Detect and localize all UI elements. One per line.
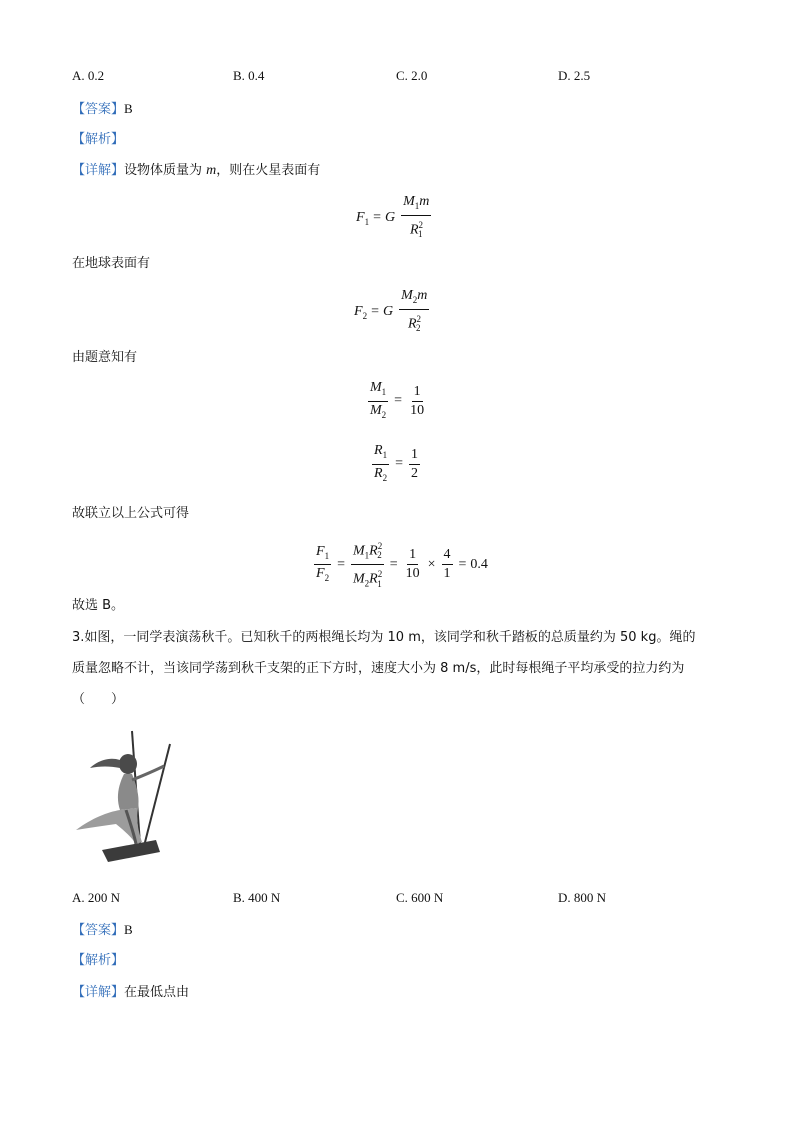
equation-radius-ratio: [370, 443, 422, 486]
eq-one: 1: [407, 547, 418, 565]
eq-sup: 2: [418, 219, 424, 230]
q2-known-text: 由题意知有: [72, 350, 138, 365]
eq-sub: 2: [412, 294, 418, 305]
q3-stem-line2: 质量忽略不计，当该同学荡到秋千支架的正下方时，速度大小为 8 m/s，此时每根绳子平均承受的拉力约为: [72, 661, 685, 676]
eq-m: M: [401, 288, 413, 303]
fraction-f1-f2: [314, 544, 331, 587]
fraction-m1m-r1: [401, 194, 431, 242]
eq-equals: =: [373, 210, 381, 226]
eq-sub: 2: [364, 578, 370, 589]
eq-f: F: [356, 209, 365, 225]
fraction-one-tenth-b: [404, 547, 422, 582]
q3-analysis-label: 【解析】: [72, 953, 125, 968]
equation-f1: [356, 194, 433, 242]
q2-detail: [72, 162, 320, 180]
eq-sup: 2: [377, 569, 383, 580]
eq-equals: =: [389, 556, 398, 572]
eq-one: 1: [443, 566, 451, 582]
answer-label: 【答案】: [72, 102, 125, 117]
fraction-four-one: [442, 547, 453, 582]
girl-head: [119, 754, 137, 774]
eq-f: F: [354, 303, 363, 319]
q3-detail: [72, 984, 189, 1002]
eq-r: R: [374, 443, 383, 458]
equation-force-ratio: [312, 538, 488, 592]
fraction-m2m-r2: [399, 288, 429, 336]
eq-r: R: [409, 222, 419, 238]
girl-arm: [132, 766, 164, 780]
eq-sup: 2: [377, 541, 383, 551]
fraction-one-tenth: [408, 384, 426, 419]
eq-sub: 1: [364, 550, 370, 561]
detail-text: 在最低点由: [124, 985, 190, 1000]
fraction-mr-combined: [351, 538, 384, 592]
q2-option-b: B. 0.4: [233, 68, 265, 83]
answer-value: B: [124, 101, 133, 116]
fraction-m1-m2: [368, 380, 388, 423]
detail-text-before: 设物体质量为: [124, 163, 207, 178]
eq-sub: 1: [414, 200, 420, 211]
equation-mass-ratio: [366, 380, 428, 423]
eq-r: R: [374, 465, 383, 481]
eq-one: 1: [409, 447, 420, 465]
eq-g: G: [382, 304, 394, 320]
eq-m: M: [370, 402, 382, 418]
q2-combine-text: 故联立以上公式可得: [72, 506, 190, 521]
eq-sub: 2: [382, 472, 388, 483]
q2-option-d: D. 2.5: [558, 68, 591, 83]
eq-m: M: [403, 194, 415, 209]
q3-option-c: C. 600 N: [396, 890, 444, 905]
eq-sub: 1: [418, 229, 423, 240]
q3-answer: [72, 921, 133, 940]
eq-ten: 10: [410, 402, 425, 418]
eq-sub: 1: [382, 449, 388, 460]
answer-label: 【答案】: [72, 923, 125, 938]
eq-sub: 2: [362, 310, 368, 321]
detail-var-m: m: [206, 163, 217, 178]
q3-stem-line3: （ ）: [72, 692, 125, 707]
eq-f: F: [316, 543, 325, 559]
q2-earth-text: 在地球表面有: [72, 256, 151, 271]
q3-option-d: D. 800 N: [558, 890, 607, 905]
eq-r: R: [369, 543, 378, 559]
eq-result: 0.4: [470, 556, 488, 572]
q3-stem-line1: 3.如图，一同学表演荡秋千。已知秋千的两根绳长均为 10 m，该同学和秋千踏板的总质量约为 50 kg。绳的: [72, 630, 696, 645]
eq-sub: 1: [377, 578, 382, 589]
eq-sub: 1: [364, 216, 370, 227]
q3-option-b: B. 400 N: [233, 890, 281, 905]
eq-equals: =: [337, 556, 345, 572]
eq-g: G: [384, 210, 396, 226]
detail-label: 【详解】: [72, 163, 125, 178]
eq-sub: 2: [416, 323, 421, 334]
eq-sub: 2: [381, 409, 387, 420]
answer-value: B: [124, 922, 133, 937]
detail-text-after: ，则在火星表面有: [216, 163, 321, 178]
fraction-r1-r2: [372, 443, 389, 486]
eq-sub: 2: [324, 573, 330, 584]
eq-sup: 2: [416, 313, 422, 324]
q2-answer: [72, 100, 133, 119]
eq-small-m: m: [419, 194, 430, 209]
eq-one: 1: [412, 384, 423, 402]
q2-analysis-label: 【解析】: [72, 132, 125, 147]
q2-option-c: C. 2.0: [396, 68, 428, 83]
eq-ten: 10: [405, 566, 420, 582]
eq-times: ×: [427, 556, 436, 572]
eq-equals: =: [371, 304, 379, 320]
eq-f: F: [316, 566, 325, 582]
fraction-one-half: [409, 447, 420, 482]
detail-label: 【详解】: [72, 985, 125, 1000]
eq-four: 4: [442, 547, 453, 565]
eq-equals: =: [395, 456, 403, 472]
eq-equals: =: [458, 556, 467, 572]
eq-m: M: [352, 543, 365, 559]
eq-sub: 1: [381, 386, 387, 397]
q3-option-a: A. 200 N: [72, 890, 121, 905]
eq-r: R: [369, 572, 378, 588]
q2-option-a: A. 0.2: [72, 68, 105, 83]
eq-m: M: [352, 572, 365, 588]
eq-r: R: [407, 316, 417, 332]
swing-board: [102, 840, 160, 862]
eq-sub: 2: [377, 550, 382, 561]
eq-sub: 1: [324, 550, 330, 561]
eq-equals: =: [394, 393, 403, 409]
q2-choose: 故选 B。: [72, 598, 125, 613]
eq-m: M: [370, 380, 382, 395]
eq-small-m: m: [417, 288, 428, 303]
swing-rope-right: [142, 744, 170, 854]
eq-two: 2: [410, 465, 418, 481]
girl-hair: [90, 759, 120, 768]
equation-f2: [354, 288, 431, 336]
swing-girl-image: [72, 726, 192, 866]
